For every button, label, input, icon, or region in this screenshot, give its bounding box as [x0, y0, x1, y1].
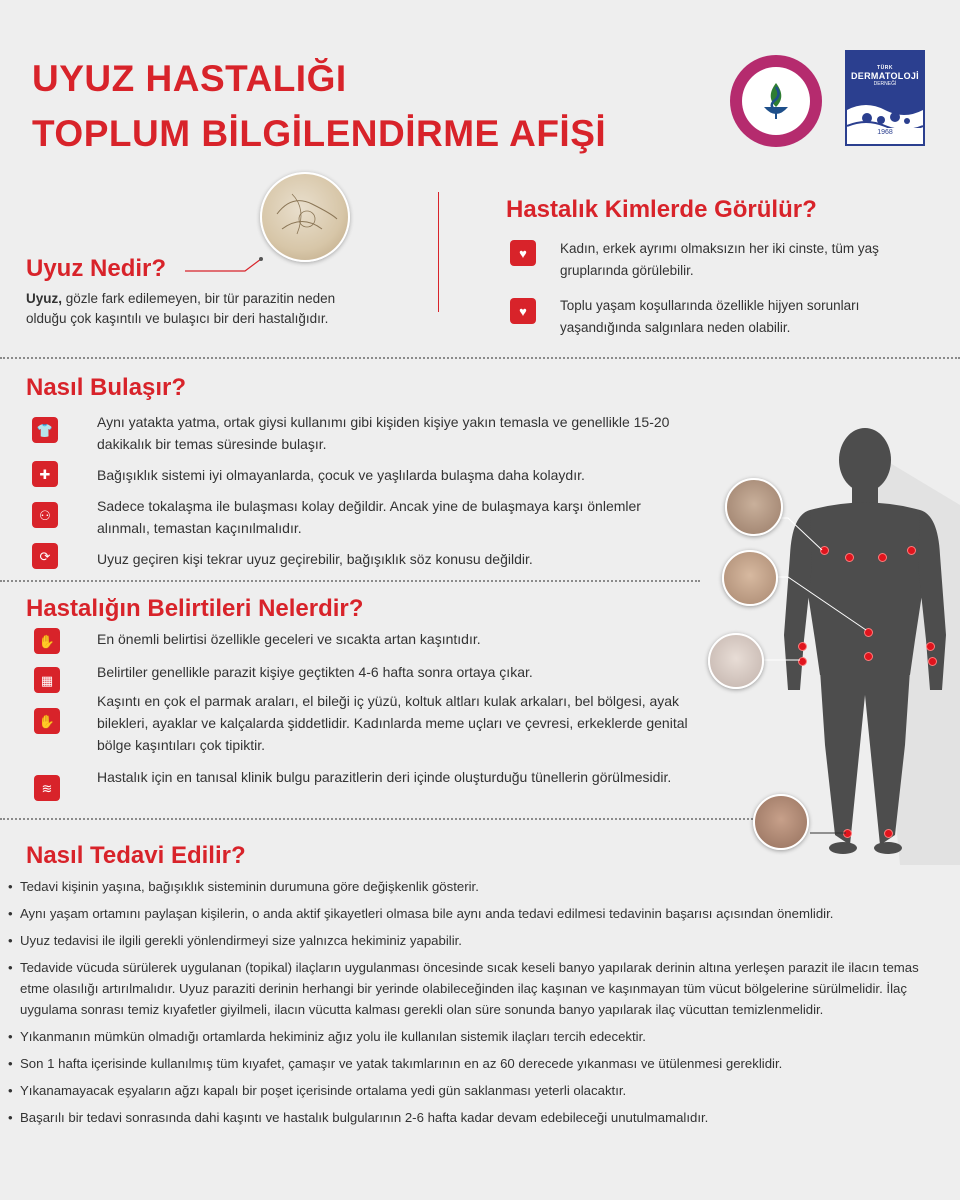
tedavi-item: • Yıkanamayacak eşyaların ağzı kapalı bir poşet içerisinde ortalama yedi gün saklanması yeterli olacaktır. [8, 1080, 948, 1101]
belirtiler-item-3: Kaşıntı en çok el parmak araları, el bileği iç yüzü, koltuk altları kulak arkaları, bel bölgesi, ayak bilekleri, ayaklar ve kalçalarda şiddetlidir. Kadınlarda meme uçları ve çevresi, erkeklerde genital bölge kaşıntıları çok tipiktir. [97, 693, 688, 753]
vertical-divider [438, 192, 439, 312]
kimlerde-item-2: Toplu yaşam koşullarında özellikle hijyen sorunları yaşandığında salgınlara neden olabilir. [560, 298, 860, 335]
tedavi-item: • Son 1 hafta içerisinde kullanılmış tüm kıyafet, çamaşır ve yatak takımlarının en az 60 derecede yıkanması ve ütülenmesi gereklidir. [8, 1053, 948, 1074]
uyuz-description: gözle fark edilemeyen, bir tür parazitin neden olduğu çok kaşıntılı ve bulaşıcı bir deri hastalığıdır. [26, 291, 336, 326]
section-divider [0, 818, 760, 820]
uyuz-nedir-text [26, 289, 356, 329]
tedavi-item: • Tedavide vücuda sürülerek uygulanan (topikal) ilaçların uygulanması öncesinde sıcak keseli banyo yapılarak derinin altına yerleşen parazit ile ilacın temas etme olasılığı artırılmalıdır. Uyuz paraziti derinin herhangi bir yerinde olabileceğinden ilaç kaşınan ve kaşınmayan tüm vücut bölgelerine sürülmelidir. İlaç uygulama sonrası temiz kıyafetler giyilmeli, ilacın vücutta kalması gerekli olan süre sonunda banyo yapılarak ilaç vücuttan temizlenmelidir. [8, 957, 948, 1020]
connector-line [185, 255, 265, 275]
poster-title-line-1: UYUZ HASTALIĞI [32, 58, 347, 99]
bulasir-item-2: Bağışıklık sistemi iyi olmayanlarda, çocuk ve yaşlılarda bulaşma daha kolaydır. [97, 467, 585, 483]
belirtiler-item-2: Belirtiler genellikle parazit kişiye geçtikten 4-6 hafta sonra ortaya çıkar. [97, 664, 533, 680]
immune-icon: ✚ [32, 461, 58, 487]
section-divider [0, 357, 960, 359]
tebd-logo [730, 55, 822, 147]
pharmacy-bowl-icon [742, 67, 810, 135]
tdd-logo-line2: DERMATOLOJİ [851, 71, 919, 81]
bulasir-heading: Nasıl Bulaşır? [26, 374, 187, 401]
uyuz-nedir-heading: Uyuz Nedir? [26, 255, 167, 282]
tedavi-item: • Uyuz tedavisi ile ilgili gerekli yönlendirmeyi size yalnızca hekiminiz yapabilir. [8, 930, 948, 951]
skin-sample-waist-image [722, 550, 778, 606]
repeat-icon: ⟳ [32, 543, 58, 569]
skin-sample-armpit-image [725, 478, 783, 536]
belirtiler-item-1: En önemli belirtisi özellikle geceleri ve sıcakta artan kaşıntıdır. [97, 631, 481, 647]
handshake-icon: ⚇ [32, 502, 58, 528]
tdd-logo-year: 1968 [877, 129, 893, 136]
tedavi-heading: Nasıl Tedavi Edilir? [26, 842, 246, 869]
tdd-logo-line1: TÜRK [877, 65, 893, 71]
bulasir-item-3: Sadece tokalaşma ile bulaşması kolay değildir. Ancak yine de bulaşmaya karşı önlemler alınmalı, temastan kaçınılmalıdır. [97, 498, 641, 536]
bulasir-item-1: Aynı yatakta yatma, ortak giysi kullanımı gibi kişiden kişiye yakın temasla ve genellikle 15-20 dakikalık bir temas süresinde bulaşır. [97, 414, 670, 452]
tedavi-item: • Yıkanmanın mümkün olmadığı ortamlarda hekiminiz ağız yolu ile kullanılan sistemik ilaçları tercih edecektir. [8, 1026, 948, 1047]
tedavi-item: • Tedavi kişinin yaşına, bağışıklık sisteminin durumuna göre değişkenlik gösterir. [8, 876, 948, 897]
itch-hand-icon: ✋ [34, 628, 60, 654]
belirtiler-heading: Hastalığın Belirtileri Nelerdir? [26, 595, 364, 622]
poster-title-line-2: TOPLUM BİLGİLENDİRME AFİŞİ [32, 113, 607, 154]
heart-hand-icon: ♥ [510, 298, 536, 324]
skin-sample-hand-image [708, 633, 764, 689]
kimlerde-item-1: Kadın, erkek ayrımı olmaksızın her iki cinste, tüm yaş gruplarında görülebilir. [560, 241, 879, 278]
kimlerde-heading: Hastalık Kimlerde Görülür? [506, 196, 817, 223]
heart-hand-icon: ♥ [510, 240, 536, 266]
belirtiler-item-4: Hastalık için en tanısal klinik bulgu parazitlerin deri içinde oluşturduğu tünellerin görülmesidir. [97, 769, 672, 785]
skin-sample-ankle-image [753, 794, 809, 850]
microscope-sample-image [260, 172, 350, 262]
section-divider [0, 580, 700, 582]
tedavi-item: • Başarılı bir tedavi sonrasında dahi kaşıntı ve hastalık bulgularının 2-6 hafta kadar devam edebileceği unutulmamalıdır. [8, 1107, 948, 1128]
skin-layers-icon: ≋ [34, 775, 60, 801]
wave-dots-icon [847, 100, 923, 128]
tdd-logo [845, 50, 925, 146]
tedavi-item: • Aynı yaşam ortamını paylaşan kişilerin, o anda aktif şikayetleri olmasa bile aynı anda tedavi edilmesi tedavinin başarısı açısından önemlidir. [8, 903, 948, 924]
uyuz-bold-lead: Uyuz, [26, 291, 63, 306]
hand-icon: ✋ [34, 708, 60, 734]
tedavi-list [8, 876, 948, 1134]
tdd-logo-line3: DERNEĞİ [873, 81, 897, 87]
calendar-icon: ▦ [34, 667, 60, 693]
clothing-icon: 👕 [32, 417, 58, 443]
bulasir-item-4: Uyuz geçiren kişi tekrar uyuz geçirebilir, bağışıklık söz konusu değildir. [97, 551, 533, 567]
